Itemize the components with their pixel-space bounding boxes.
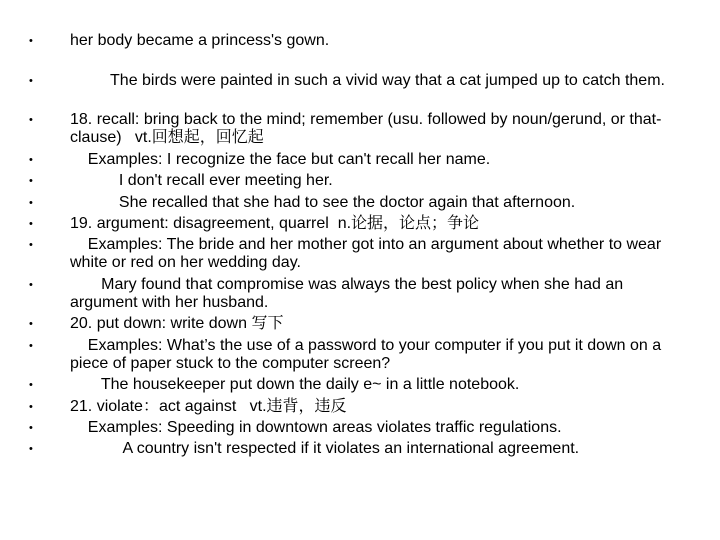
list-item-text: Examples: I recognize the face but can't recall her name.	[70, 151, 491, 168]
list-item-text: Mary found that compromise was always the best policy when she had an argument with her husband.	[70, 276, 628, 311]
list-item-text: 20. put down: write down 写下	[70, 315, 284, 332]
list-item-text: Examples: Speeding in downtown areas violates traffic regulations.	[70, 419, 562, 436]
bullet-icon: •	[29, 443, 33, 455]
list-item-text: 21. violate：act against vt.违背，违反	[70, 398, 347, 415]
list-item-text: She recalled that she had to see the doctor again that afternoon.	[70, 194, 576, 211]
bullet-icon: •	[29, 379, 33, 391]
bullet-icon: •	[29, 422, 33, 434]
bullet-icon: •	[29, 154, 33, 166]
list-item-text: 19. argument: disagreement, quarrel n.论据，论点；争论	[70, 215, 480, 232]
bullet-icon: •	[29, 239, 33, 251]
bullet-icon: •	[29, 75, 33, 87]
bullet-icon: •	[29, 114, 33, 126]
list-item-text: I don't recall ever meeting her.	[70, 172, 333, 189]
bullet-icon: •	[29, 279, 33, 291]
bullet-icon: •	[29, 35, 33, 47]
bullet-icon: •	[29, 401, 33, 413]
list-item-text: Examples: The bride and her mother got into an argument about whether to wear white or red on her wedding day.	[70, 236, 666, 271]
bullet-icon: •	[29, 318, 33, 330]
bullet-icon: •	[29, 175, 33, 187]
list-item-text: Examples: What’s the use of a password to your computer if you put it down on a piece of paper stuck to the computer screen?	[70, 337, 666, 372]
list-item-text: A country isn't respected if it violates an international agreement.	[70, 440, 580, 457]
list-item-text: 18. recall: bring back to the mind; remember (usu. followed by noun/gerund, or that-clause) vt.回想起，回忆起	[70, 111, 662, 146]
list-item-text: The birds were painted in such a vivid way that a cat jumped up to catch them.	[70, 72, 665, 89]
list-item-text: her body became a princess's gown.	[70, 32, 330, 49]
list-item-text: The housekeeper put down the daily e~ in a little notebook.	[70, 376, 520, 393]
bullet-icon: •	[29, 218, 33, 230]
bullet-icon: •	[29, 197, 33, 209]
bullet-icon: •	[29, 340, 33, 352]
